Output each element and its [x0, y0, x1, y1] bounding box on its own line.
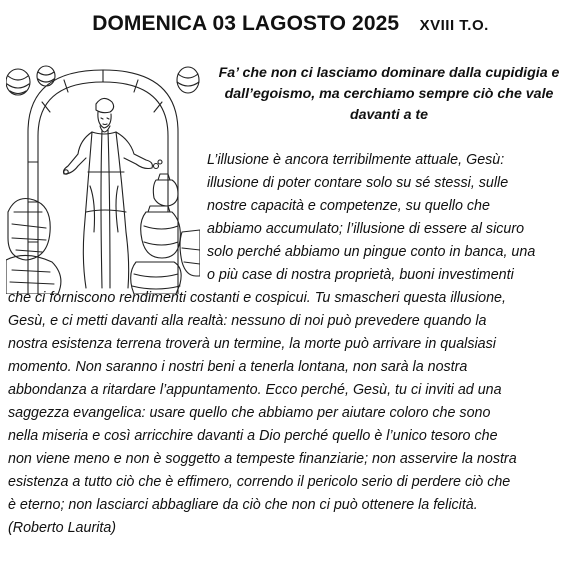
body-line: che ci forniscono rendimenti costanti e cospicui. Tu smascheri questa illusione,: [8, 290, 506, 306]
body-line: o più case di nostra proprietà, buoni investimenti: [207, 267, 514, 283]
page-header: [0, 12, 581, 36]
reflection-text: [0, 149, 581, 540]
prayer-quote: [203, 63, 575, 126]
quote-line: dall’egoismo, ma cerchiamo sempre ciò che vale: [224, 86, 554, 102]
body-line: saggezza evangelica: usare quello che abbiamo per aiutare coloro che sono: [8, 405, 491, 421]
body-line: nostre capacità e competenze, su quello che: [207, 198, 490, 214]
body-line: solo perché abbiamo un pingue conto in banca, una: [207, 244, 536, 260]
body-line: non viene meno e non è soggetto a tempeste finanziarie; non asservire la nostra: [8, 451, 517, 467]
body-line: nostra esistenza terrena troverà un termine, la morte può arrivare in qualsiasi: [8, 336, 496, 352]
body-line: Gesù, e ci metti davanti alla realtà: nessuno di noi può prevedere quando la: [8, 313, 487, 329]
body-line: nella miseria e così arricchire davanti a Dio perché quello è l’unico tesoro che: [8, 428, 498, 444]
body-line: L’illusione è ancora terribilmente attuale, Gesù:: [207, 152, 505, 168]
body-line: momento. Non saranno i nostri beni a tenerla lontana, non sarà la nostra: [8, 359, 468, 375]
page-title: DOMENICA 03 LAGOSTO 2025: [92, 12, 400, 35]
author-credit: (Roberto Laurita): [8, 520, 117, 536]
body-line: illusione di poter contare solo su sé stessi, sulle: [207, 175, 509, 191]
body-line: abbiamo accumulato; l’illusione di essere al sicuro: [207, 221, 525, 237]
body-line: è eterno; non lasciarci abbagliare da ciò che non ci può ottenere la felicità.: [8, 497, 478, 513]
body-line: esistenza a tutto ciò che è effimero, correndo il pericolo serio di perdere ciò che: [8, 474, 511, 490]
body-line: abbondanza a ritardare l’appuntamento. Ecco perché, Gesù, tu ci inviti ad una: [8, 382, 502, 398]
quote-line: Fa’ che non ci lasciamo dominare dalla cupidigia e: [218, 65, 560, 81]
quote-line: davanti a te: [349, 107, 429, 123]
page-subtitle: XVIII T.O.: [419, 17, 489, 34]
